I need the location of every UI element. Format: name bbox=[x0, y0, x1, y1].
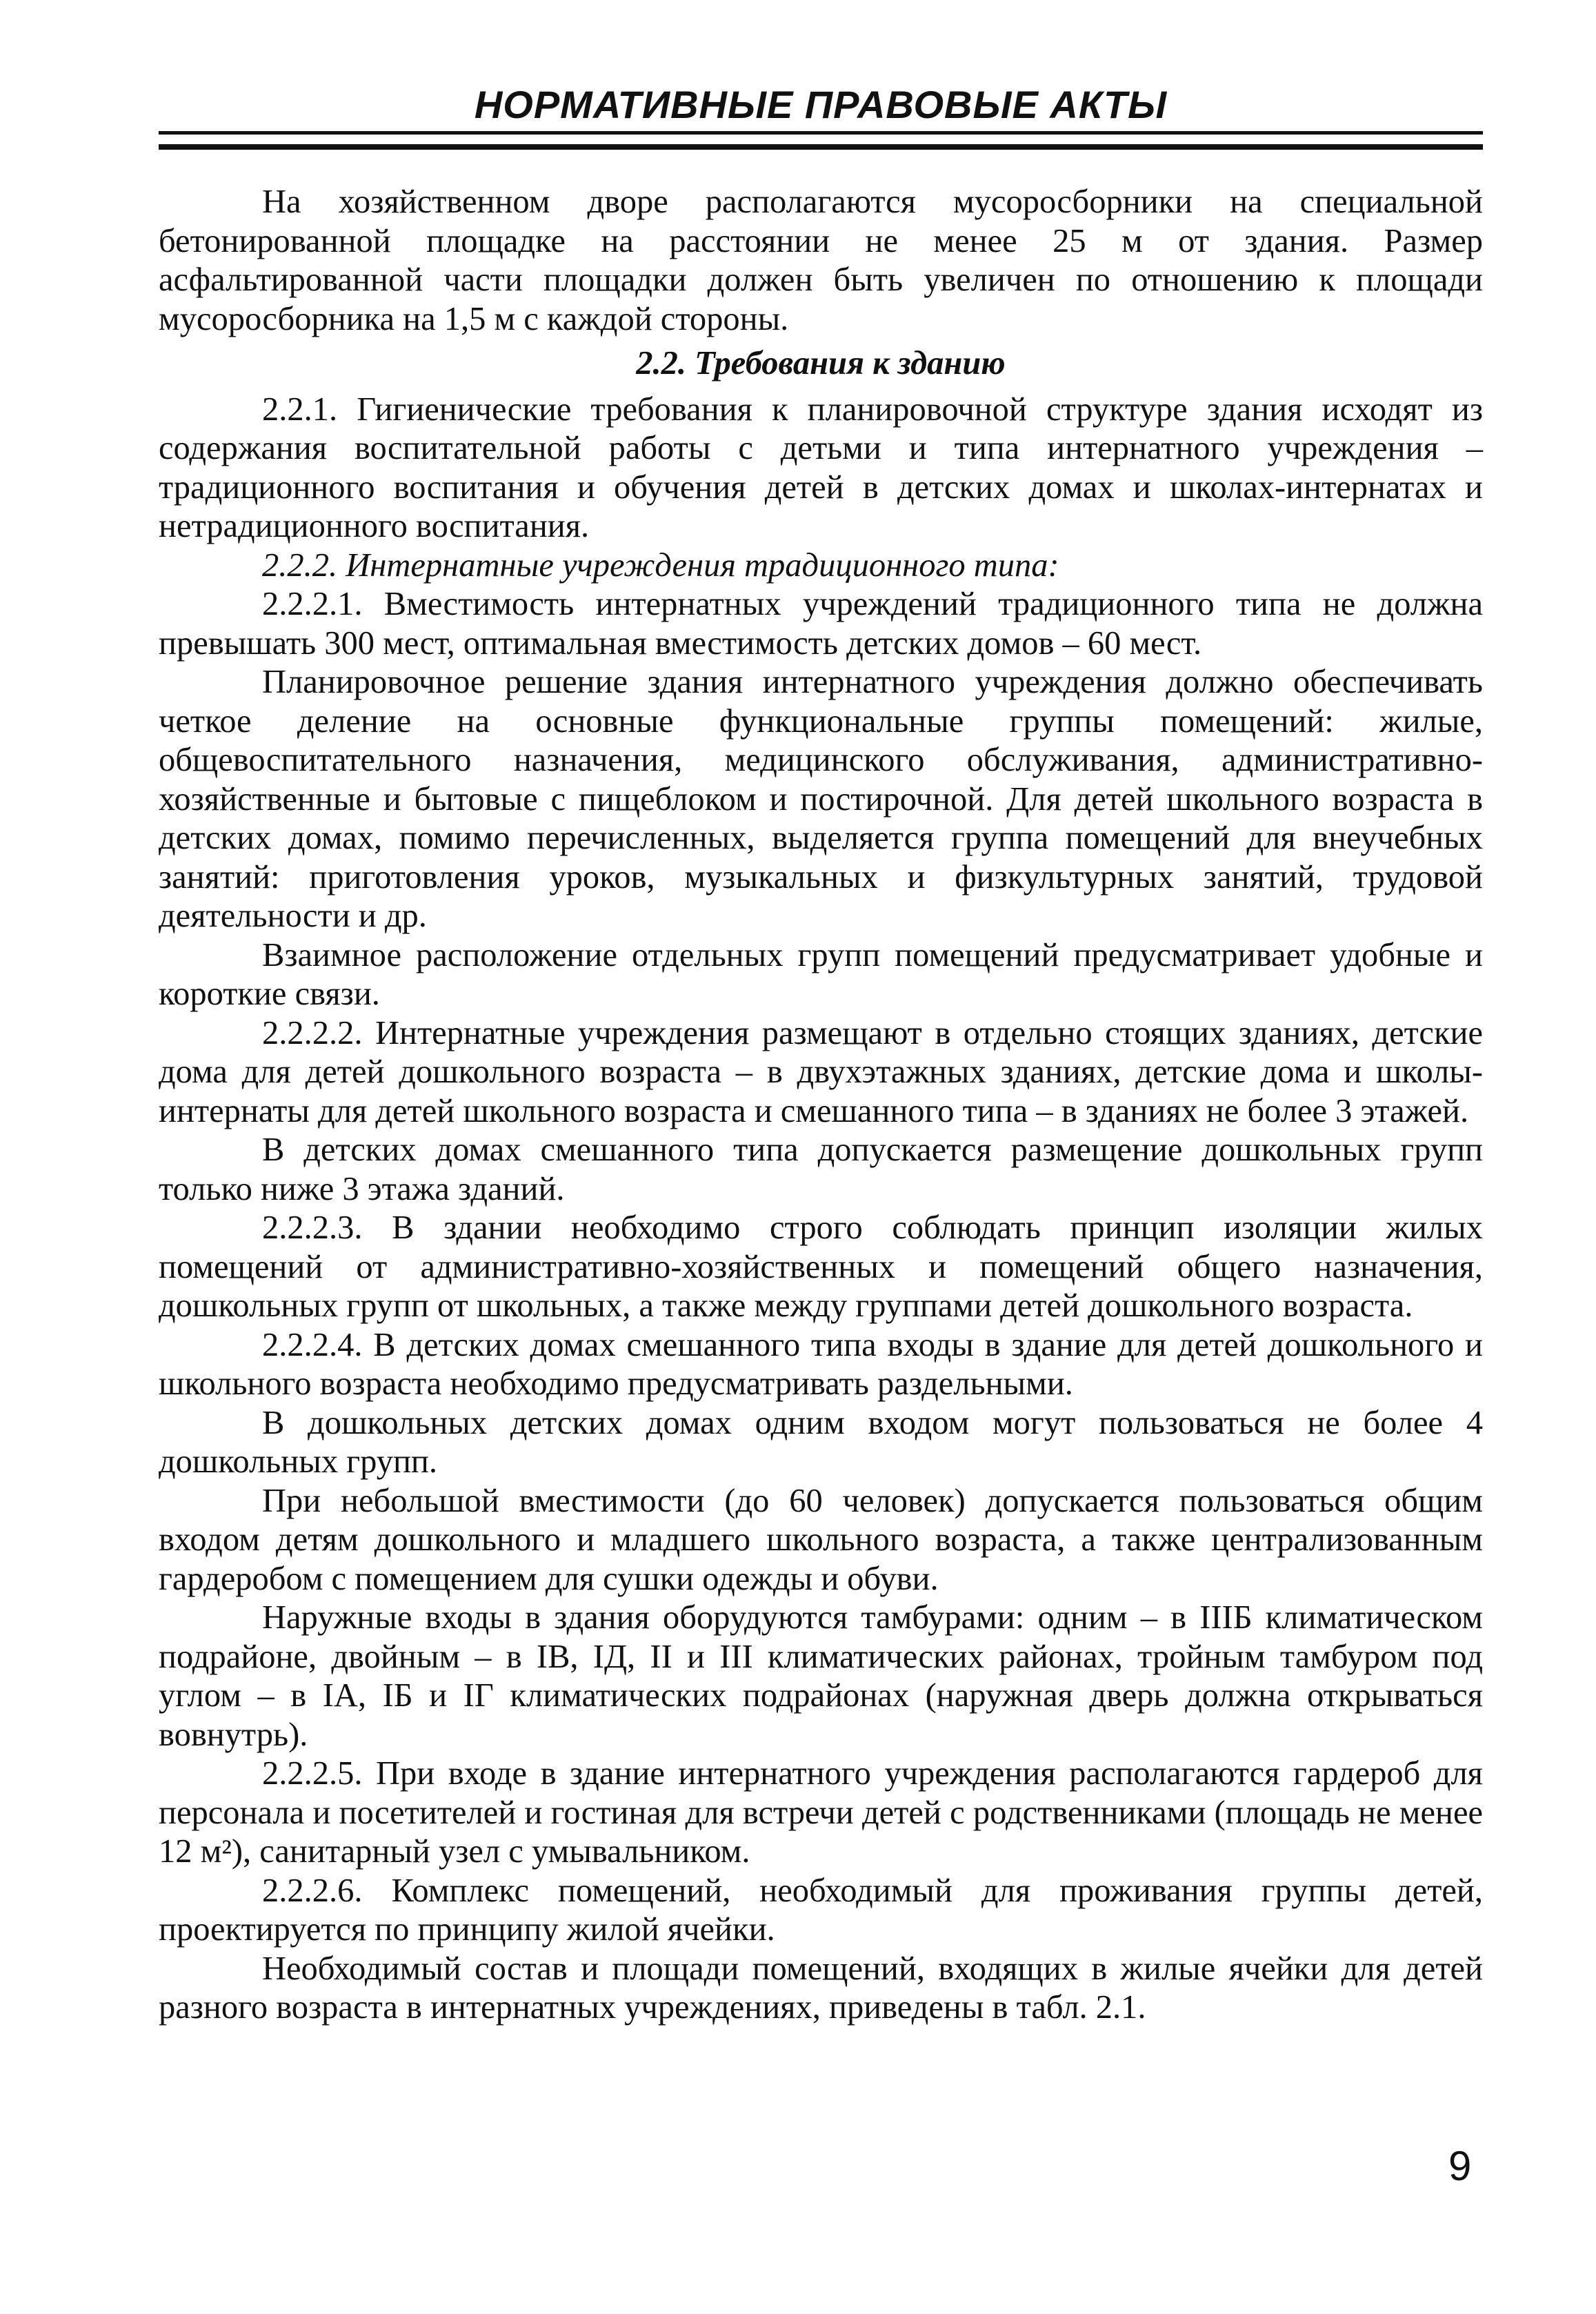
paragraph-preschool-entrance: В дошкольных детских домах одним входом могут пользоваться не более 4 дошкольных групп. bbox=[159, 1404, 1483, 1480]
paragraph-2-2-2-1: 2.2.2.1. Вместимость интернатных учреждений традиционного типа не должна превышать 300 мест, оптимальная вместимость детских домов – 60 мест. bbox=[159, 586, 1483, 662]
paragraph-mixed-type-homes: В детских домах смешанного типа допускается размещение дошкольных групп только ниже 3 этажа зданий. bbox=[159, 1131, 1483, 1207]
header-rule bbox=[159, 131, 1483, 150]
section-title-building-requirements: 2.2. Требования к зданию bbox=[636, 345, 1006, 382]
paragraph-2-2-2-4: 2.2.2.4. В детских домах смешанного типа входы в здание для детей дошкольного и школьного возраста необходимо предусматривать раздельными. bbox=[159, 1326, 1483, 1402]
running-header-title: НОРМАТИВНЫЕ ПРАВОВЫЕ АКТЫ bbox=[474, 83, 1168, 126]
paragraph-2-2-2-3: 2.2.2.3. В здании необходимо строго соблюдать принцип изоляции жилых помещений от административно-хозяйственных и помещений общего назначения, дошкольных групп от школьных, а также между группами детей дошкольного возраста. bbox=[159, 1209, 1483, 1324]
paragraph-2-2-2-5: 2.2.2.5. При входе в здание интернатного учреждения располагаются гардероб для персонала и посетителей и гостиная для встречи детей с родственниками (площадь не менее 12 м²), санитарный узел с умывальником. bbox=[159, 1755, 1483, 1870]
paragraph-vestibules: Наружные входы в здания оборудуются тамбурами: одним – в IIIБ климатическом подрайоне, двойным – в IВ, IД, II и III климатических районах, тройным тамбуром под углом – в IА, IБ и IГ климатических подрайонах (наружная дверь должна открываться вовнутрь). bbox=[159, 1599, 1483, 1753]
paragraph-planning-solution: Планировочное решение здания интернатного учреждения должно обеспечивать четкое деление на основные функциональные группы помещений: жилые, общевоспитательного назначения, медицинского обслуживания, административно-хозяйственные и бытовые с пищеблоком и постирочной. Для детей школьного возраста в детских домах, помимо перечисленных, выделяется группа помещений для внеучебных занятий: приготовления уроков, музыкальных и физкультурных занятий, трудовой деятельности и др. bbox=[159, 664, 1483, 934]
subsection-title-2-2-2: 2.2.2. Интернатные учреждения традиционного типа: bbox=[262, 546, 1059, 584]
document-body bbox=[159, 183, 1483, 2028]
paragraph-waste-area: На хозяйственном дворе располагаются мусоросборники на специальной бетонированной площадке на расстоянии не менее 25 м от здания. Размер асфальтированной части площадки должен быть увеличен по отношению к площади мусоросборника на 1,5 м с каждой стороны. bbox=[159, 184, 1483, 337]
paragraph-2-2-1: 2.2.1. Гигиенические требования к планировочной структуре здания исходят из содержания воспитательной работы с детьми и типа интернатного учреждения – традиционного воспитания и обучения детей в детских домах и школах-интернатах и нетрадиционного воспитания. bbox=[159, 390, 1483, 544]
paragraph-2-2-2-2: 2.2.2.2. Интернатные учреждения размещают в отдельно стоящих зданиях, детские дома для детей дошкольного возраста – в двухэтажных зданиях, детские дома и школы-интернаты для детей школьного возраста и смешанного типа – в зданиях не более 3 этажей. bbox=[159, 1014, 1483, 1129]
paragraph-table-reference: Необходимый состав и площади помещений, входящих в жилые ячейки для детей разного возраста в интернатных учреждениях, приведены в табл. 2.1. bbox=[159, 1950, 1483, 2026]
paragraph-mutual-arrangement: Взаимное расположение отдельных групп помещений предусматривает удобные и короткие связи. bbox=[159, 936, 1483, 1012]
document-page bbox=[159, 83, 1483, 2028]
paragraph-2-2-2-6: 2.2.2.6. Комплекс помещений, необходимый для проживания группы детей, проектируется по принципу жилой ячейки. bbox=[159, 1872, 1483, 1948]
paragraph-small-capacity: При небольшой вместимости (до 60 человек) допускается пользоваться общим входом детям дошкольного и младшего школьного возраста, а также централизованным гардеробом с помещением для сушки одежды и обуви. bbox=[159, 1482, 1483, 1597]
page-number: 9 bbox=[1448, 2143, 1472, 2189]
